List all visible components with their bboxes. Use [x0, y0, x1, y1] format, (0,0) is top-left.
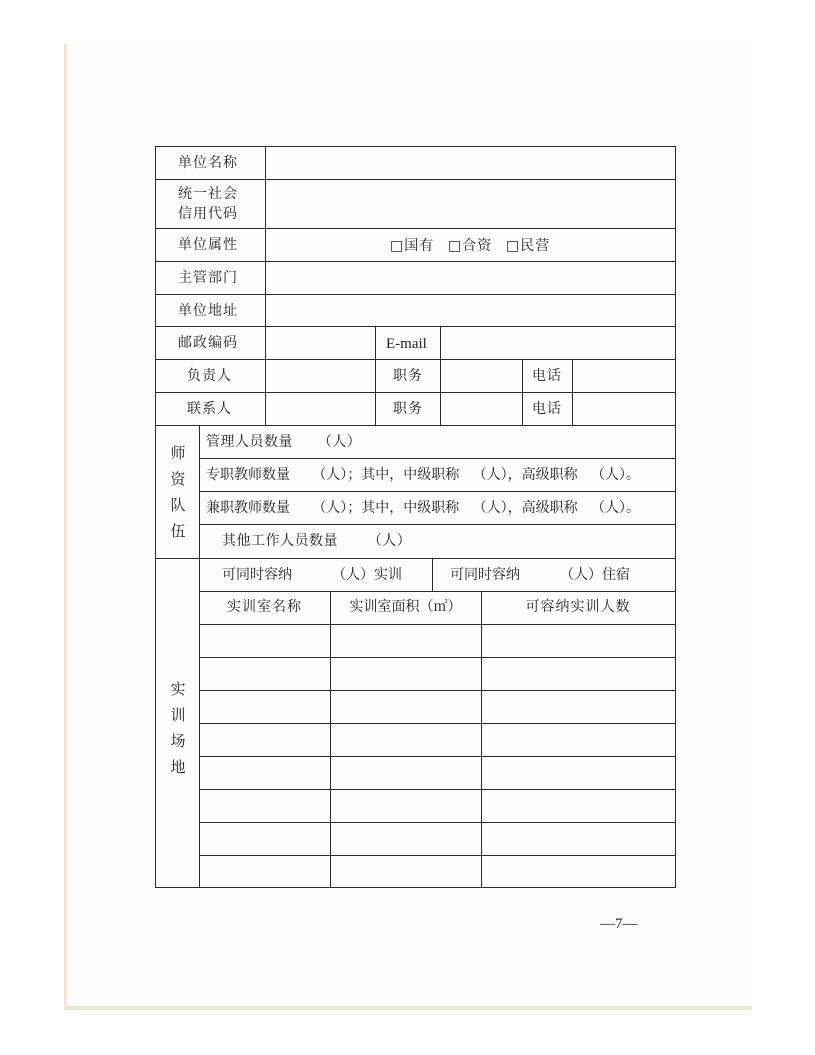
parttime-teacher-count: 兼职教师数量 （人）；其中，中级职称 （人），高级职称 （人）。: [206, 500, 640, 516]
col-room-area: 实训室面积（㎡）: [349, 599, 462, 615]
teachers-section-char: 队: [170, 496, 186, 514]
fulltime-teacher-count: 专职教师数量 （人）；其中，中级职称 （人），高级职称 （人）。: [206, 467, 640, 483]
credit-code-label-line1: 统一社会: [178, 186, 238, 202]
teachers-section-char: 伍: [170, 522, 186, 540]
unit-property-label: 单位属性: [178, 237, 238, 253]
address-label: 单位地址: [178, 303, 238, 319]
page-number: —7—: [600, 916, 638, 932]
teachers-section-label: [168, 440, 188, 544]
training-section-char: 实: [170, 680, 186, 698]
option-private[interactable]: □民营: [506, 238, 551, 254]
option-joint-venture[interactable]: □合资: [448, 238, 493, 254]
leader-label: 负责人: [187, 368, 232, 384]
unit-name-label: 单位名称: [178, 155, 238, 171]
contact-position-label: 职务: [393, 401, 423, 417]
training-section-char: 训: [170, 706, 186, 724]
teachers-section-char: 师: [170, 444, 186, 462]
teachers-section-char: 资: [170, 470, 186, 488]
col-room-name: 实训室名称: [227, 599, 302, 615]
training-section-char: 地: [170, 758, 186, 776]
contact-phone-label: 电话: [532, 401, 562, 417]
training-section-char: 场: [170, 732, 186, 750]
management-staff-count: 管理人员数量 （人）: [206, 434, 362, 450]
training-capacity: 可同时容纳 （人）实训: [222, 567, 403, 583]
lodging-capacity: 可同时容纳 （人）住宿: [450, 567, 631, 583]
contact-label: 联系人: [187, 401, 232, 417]
col-capacity: 可容纳实训人数: [525, 599, 631, 615]
option-state-owned[interactable]: □国有: [390, 238, 435, 254]
email-label: E-mail: [386, 336, 427, 352]
leader-position-label: 职务: [393, 368, 423, 384]
training-section-label: [168, 676, 188, 780]
other-staff-count: 其他工作人员数量 （人）: [222, 533, 412, 549]
postcode-label: 邮政编码: [178, 335, 238, 351]
authority-label: 主管部门: [178, 270, 238, 286]
credit-code-label-line2: 信用代码: [178, 206, 238, 222]
leader-phone-label: 电话: [532, 368, 562, 384]
